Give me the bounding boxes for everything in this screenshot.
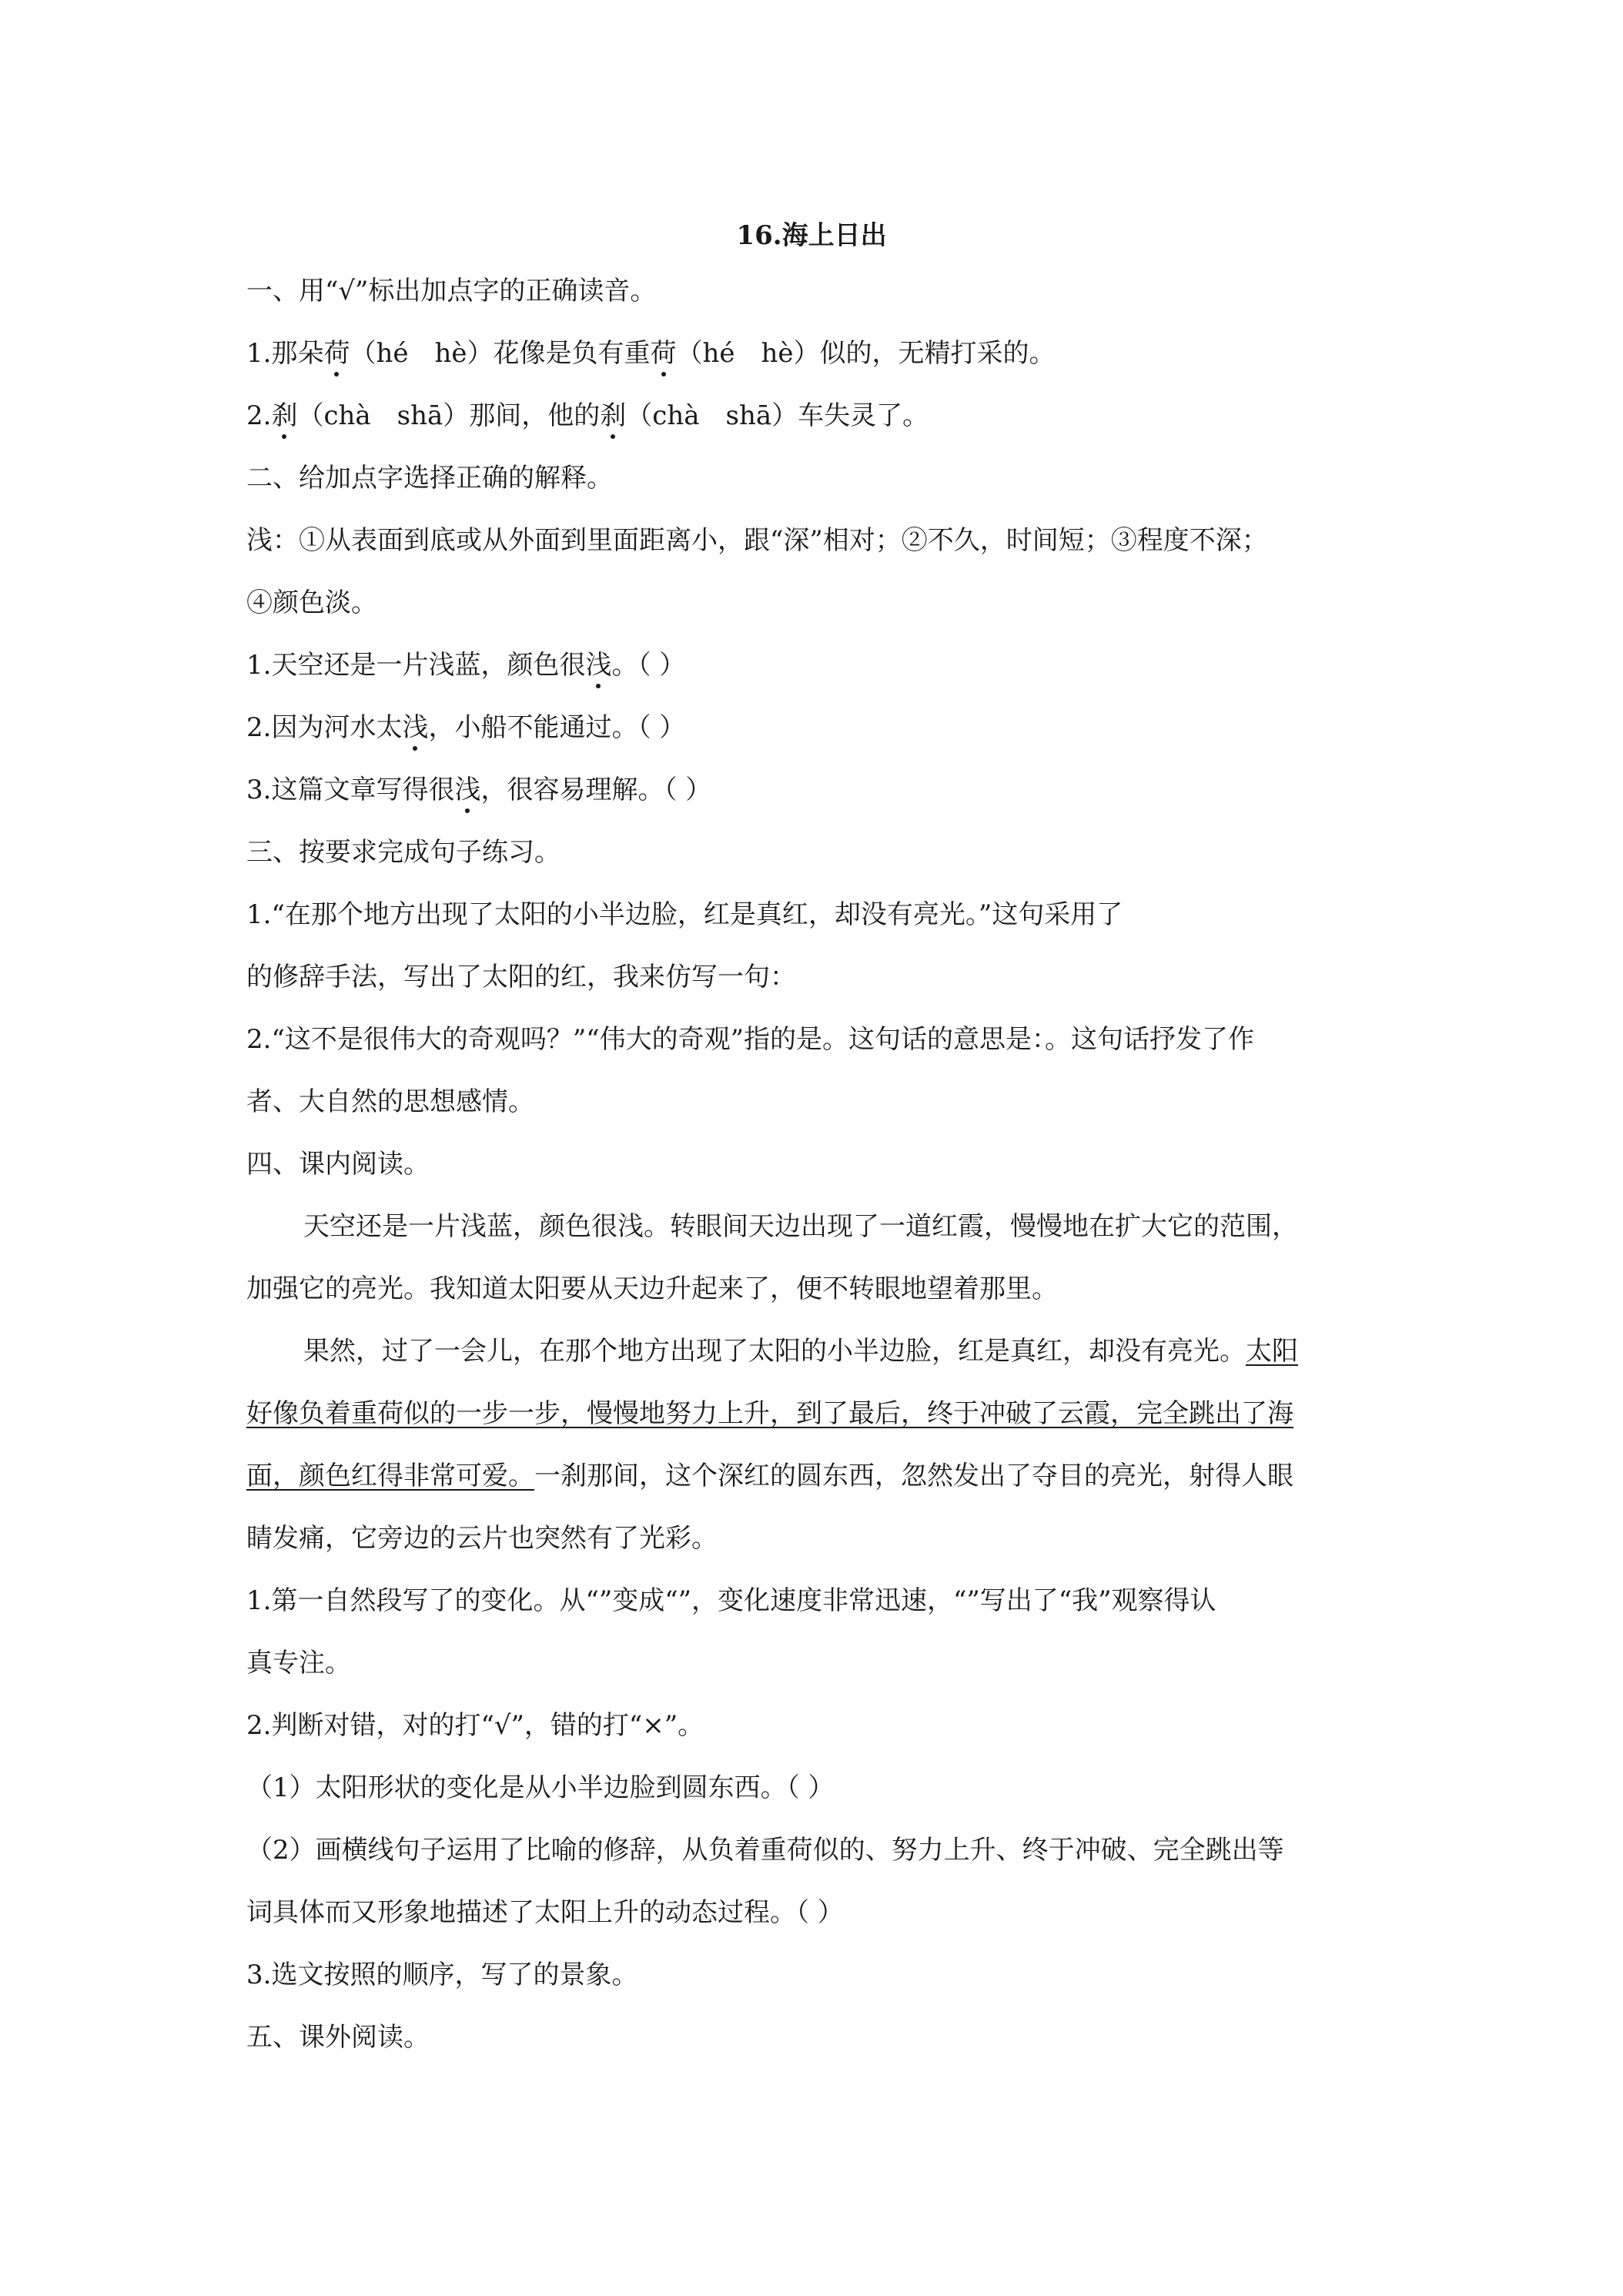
dotted-char: 浅 — [454, 775, 481, 805]
s2-question-3: 3.这篇文章写得很浅，很容易理解。（ ） — [246, 775, 712, 805]
reading-para-2-line-3: 面，颜色红得非常可爱。一刹那间，这个深红的圆东西，忽然发出了夺目的亮光，射得人眼 — [246, 1461, 1293, 1491]
dotted-char: 荷 — [650, 338, 677, 369]
s3-question-1-line-2: 的修辞手法，写出了太阳的红，我来仿写一句： — [246, 962, 796, 992]
s4-question-2-1: （1）太阳形状的变化是从小半边脸到圆东西。（ ） — [246, 1772, 835, 1803]
s2-definition-line-1: 浅：①从表面到底或从外面到里面距离小，跟“深”相对；②不久，时间短；③程度不深； — [246, 525, 1268, 556]
underlined-sentence: 太阳 — [1246, 1336, 1298, 1367]
underlined-sentence: 好像负着重荷似的一步一步，慢慢地努力上升，到了最后，终于冲破了云霞，完全跳出了海 — [246, 1398, 1293, 1429]
s4-question-2-2-line-2: 词具体而又形象地描述了太阳上升的动态过程。（ ） — [246, 1897, 844, 1928]
reading-para-2-line-2 — [246, 1398, 1293, 1429]
s1-question-1: 1.那朵荷（hé hè）花像是负有重荷（hé hè）似的，无精打采的。 — [246, 338, 1056, 369]
s3-question-1-line-1: 1.“在那个地方出现了太阳的小半边脸，红是真红，却没有亮光。”这句采用了 — [246, 899, 1123, 930]
dotted-char: 荷 — [323, 338, 350, 369]
s1-question-2: 2.刹（chà shā）那间，他的刹（chà shā）车失灵了。 — [246, 400, 929, 431]
s3-question-2-line-1: 2.“这不是很伟大的奇观吗？”“伟大的奇观”指的是。这句话的意思是：。这句话抒发了作 — [246, 1024, 1254, 1055]
dotted-char: 浅 — [402, 712, 429, 743]
reading-para-1-line-1: 天空还是一片浅蓝，颜色很浅。转眼间天边出现了一道红霞，慢慢地在扩大它的范围， — [303, 1211, 1298, 1242]
page-title: 16.海上日出 — [736, 220, 887, 251]
section-4-heading: 四、课内阅读。 — [246, 1149, 430, 1180]
s4-question-1-line-2: 真专注。 — [246, 1648, 351, 1678]
section-3-heading: 三、按要求完成句子练习。 — [246, 837, 561, 868]
s2-question-1: 1.天空还是一片浅蓝，颜色很浅。（ ） — [246, 650, 686, 681]
reading-para-2-line-4: 睛发痛，它旁边的云片也突然有了光彩。 — [246, 1523, 718, 1554]
s4-question-2: 2.判断对错，对的打“√”，错的打“×”。 — [246, 1710, 704, 1741]
s4-question-2-2-line-1: （2）画横线句子运用了比喻的修辞，从负着重荷似的、努力上升、终于冲破、完全跳出等 — [246, 1835, 1284, 1866]
s4-question-3: 3.选文按照的顺序，写了的景象。 — [246, 1960, 638, 1990]
s2-definition-line-2: ④颜色淡。 — [246, 587, 377, 618]
dotted-char: 刹 — [600, 400, 627, 431]
s4-question-1-line-1: 1.第一自然段写了的变化。从“”变成“”，变化速度非常迅速，“”写出了“我”观察得认 — [246, 1585, 1216, 1616]
s2-question-2: 2.因为河水太浅，小船不能通过。（ ） — [246, 712, 686, 743]
section-2-heading: 二、给加点字选择正确的解释。 — [246, 463, 613, 494]
reading-para-2-line-1: 果然，过了一会儿，在那个地方出现了太阳的小半边脸，红是真红，却没有亮光。太阳 — [303, 1336, 1298, 1367]
s3-question-2-line-2: 者、大自然的思想感情。 — [246, 1086, 534, 1117]
reading-para-1-line-2: 加强它的亮光。我知道太阳要从天边升起来了，便不转眼地望着那里。 — [246, 1274, 1058, 1304]
section-5-heading: 五、课外阅读。 — [246, 2022, 430, 2053]
underlined-sentence: 面，颜色红得非常可爱。 — [246, 1461, 534, 1491]
dotted-char: 浅 — [585, 650, 612, 681]
section-1-heading: 一、用“√”标出加点字的正确读音。 — [246, 276, 657, 306]
dotted-char: 刹 — [271, 400, 298, 431]
